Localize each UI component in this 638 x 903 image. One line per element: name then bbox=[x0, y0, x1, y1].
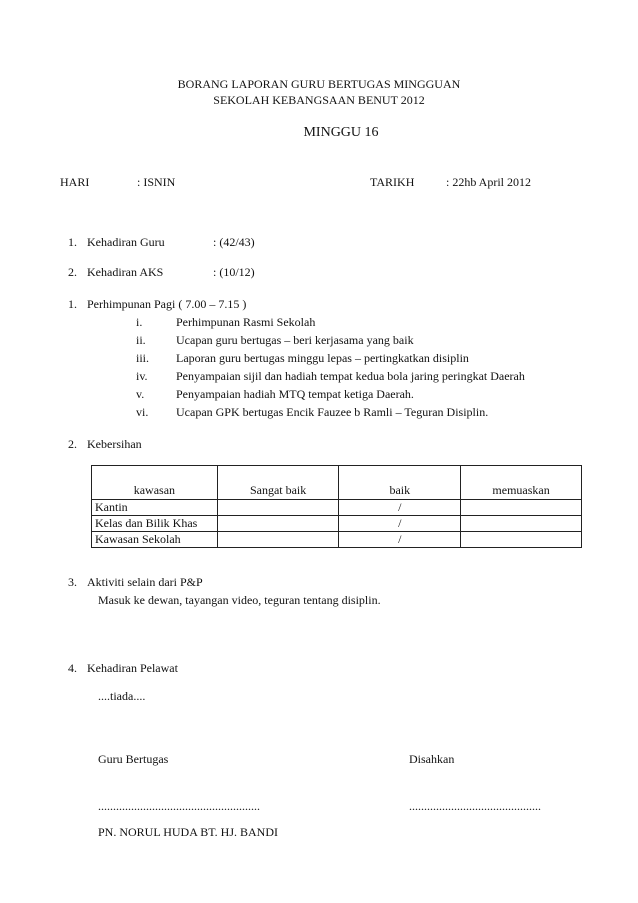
signature-line-right: ............................................ bbox=[409, 799, 541, 813]
table-cell: Kantin bbox=[92, 500, 218, 516]
table-cell bbox=[461, 532, 582, 548]
table-header-cell: baik bbox=[339, 466, 461, 500]
assembly-item-roman: iv. bbox=[136, 369, 148, 383]
cleanliness-title: Kebersihan bbox=[87, 437, 142, 451]
activities-text: Masuk ke dewan, tayangan video, teguran tentang disiplin. bbox=[98, 593, 381, 607]
cleanliness-table bbox=[91, 465, 582, 548]
table-cell: Kelas dan Bilik Khas bbox=[92, 516, 218, 532]
table-cell: / bbox=[339, 516, 461, 532]
table-cell: Kawasan Sekolah bbox=[92, 532, 218, 548]
assembly-item-text: Ucapan GPK bertugas Encik Fauzee b Ramli – Teguran Disiplin. bbox=[176, 405, 489, 419]
table-header-cell: memuaskan bbox=[461, 466, 582, 500]
date-label: TARIKH bbox=[370, 175, 415, 189]
signature-line-left: ...................................................... bbox=[98, 799, 260, 813]
table-header-row bbox=[92, 466, 582, 500]
aks-label: Kehadiran AKS bbox=[87, 265, 164, 279]
table-row bbox=[92, 516, 582, 532]
guru-value: : (42/43) bbox=[213, 235, 255, 249]
table-cell: / bbox=[339, 500, 461, 516]
day-value: : ISNIN bbox=[137, 175, 176, 189]
guru-label: Kehadiran Guru bbox=[87, 235, 165, 249]
assembly-title: Perhimpunan Pagi ( 7.00 – 7.15 ) bbox=[87, 297, 247, 311]
guru-num: 1. bbox=[68, 235, 77, 249]
visitors-num: 4. bbox=[68, 661, 77, 675]
visitors-text: ....tiada.... bbox=[98, 689, 146, 703]
table-cell: / bbox=[339, 532, 461, 548]
disahkan-label: Disahkan bbox=[409, 752, 455, 766]
table-header-cell: kawasan bbox=[92, 466, 218, 500]
table-header-cell: Sangat baik bbox=[217, 466, 339, 500]
aks-num: 2. bbox=[68, 265, 77, 279]
table-cell bbox=[217, 516, 339, 532]
cleanliness-num: 2. bbox=[68, 437, 77, 451]
assembly-item-roman: vi. bbox=[136, 405, 149, 419]
day-label: HARI bbox=[60, 175, 90, 189]
assembly-item-text: Penyampaian sijil dan hadiah tempat kedua bola jaring peringkat Daerah bbox=[176, 369, 525, 383]
school-name: SEKOLAH KEBANGSAAN BENUT 2012 bbox=[213, 93, 425, 107]
activities-num: 3. bbox=[68, 575, 77, 589]
table-cell bbox=[217, 532, 339, 548]
week-label: MINGGU 16 bbox=[303, 125, 379, 140]
form-title: BORANG LAPORAN GURU BERTUGAS MINGGUAN bbox=[177, 77, 461, 91]
teacher-name: PN. NORUL HUDA BT. HJ. BANDI bbox=[98, 825, 279, 839]
assembly-item-roman: ii. bbox=[136, 333, 146, 347]
assembly-item-text: Laporan guru bertugas minggu lepas – pertingkatkan disiplin bbox=[176, 351, 469, 365]
date-value: : 22hb April 2012 bbox=[446, 175, 532, 189]
assembly-item-text: Penyampaian hadiah MTQ tempat ketiga Daerah. bbox=[176, 387, 414, 401]
assembly-item-roman: i. bbox=[136, 315, 143, 329]
table-cell bbox=[217, 500, 339, 516]
visitors-title: Kehadiran Pelawat bbox=[87, 661, 178, 675]
assembly-item-text: Perhimpunan Rasmi Sekolah bbox=[176, 315, 316, 329]
table-cell bbox=[461, 500, 582, 516]
activities-title: Aktiviti selain dari P&P bbox=[87, 575, 203, 589]
table-row bbox=[92, 500, 582, 516]
table-cell bbox=[461, 516, 582, 532]
aks-value: : (10/12) bbox=[213, 265, 255, 279]
assembly-num: 1. bbox=[68, 297, 77, 311]
table-row bbox=[92, 532, 582, 548]
guru-bertugas-label: Guru Bertugas bbox=[98, 752, 169, 766]
assembly-item-text: Ucapan guru bertugas – beri kerjasama yang baik bbox=[176, 333, 414, 347]
assembly-item-roman: v. bbox=[136, 387, 145, 401]
assembly-item-roman: iii. bbox=[136, 351, 150, 365]
